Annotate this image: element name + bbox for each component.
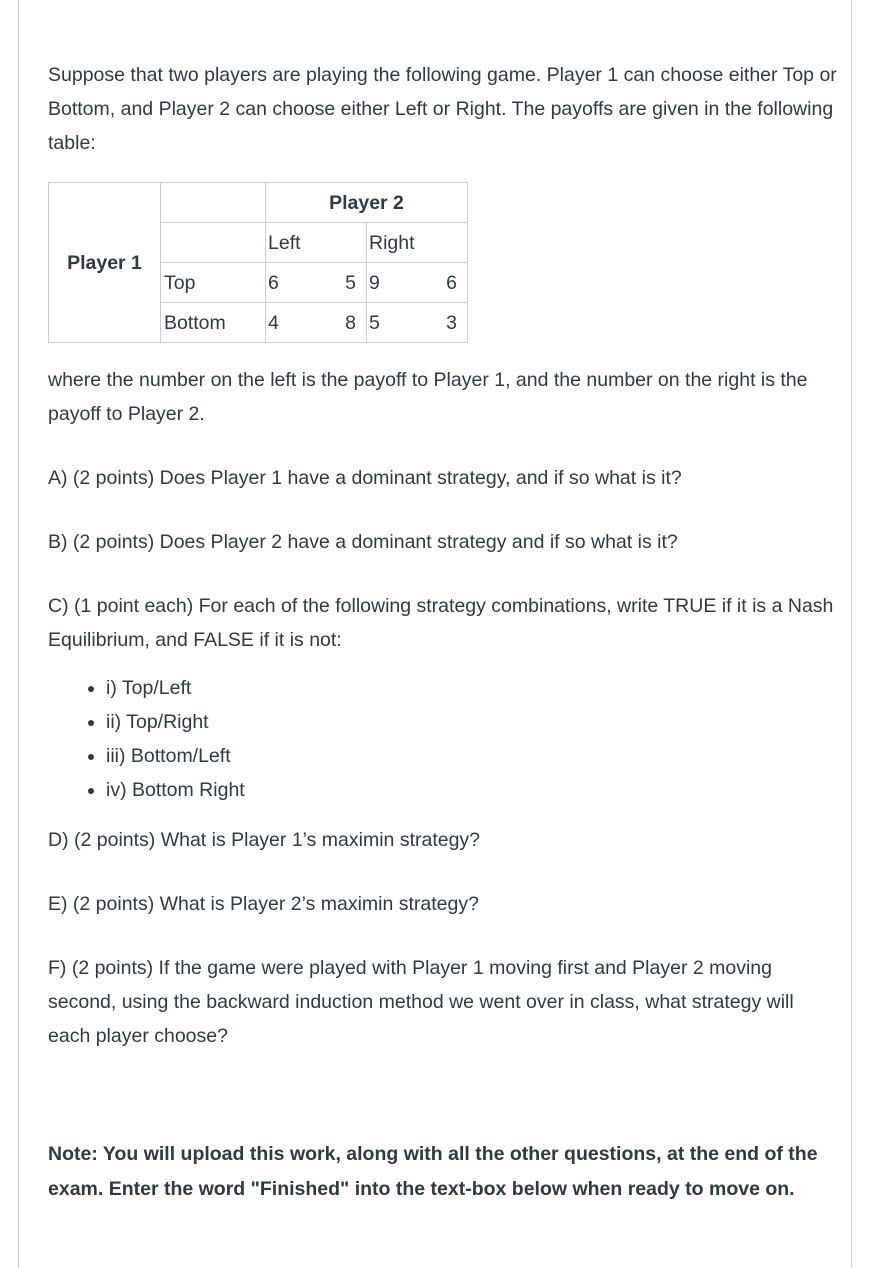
payoff-p1: 9 — [369, 271, 380, 294]
payoff-p2: 8 — [345, 311, 356, 334]
payoff-top-right — [367, 263, 468, 303]
list-item: • iv) Bottom Right — [106, 773, 838, 807]
payoff-bottom-right — [367, 303, 468, 343]
question-a: A) (2 points) Does Player 1 have a dominant strategy, and if so what is it? — [48, 467, 682, 489]
list-item: • ii) Top/Right — [106, 705, 838, 739]
empty-cell — [161, 223, 266, 263]
intro-text: Suppose that two players are playing the following game. Player 1 can choose either Top or Bottom, and Player 2 can choose either Left or Right. The payoffs are given in the following table: — [48, 64, 837, 154]
column-header-left: Left — [266, 223, 367, 263]
row-label-top: Top — [161, 263, 266, 303]
row-label-bottom: Bottom — [161, 303, 266, 343]
question-f: F) (2 points) If the game were played with Player 1 moving first and Player 2 moving second, using the backward induction method we went over in class, what strategy will each player choose? — [48, 957, 794, 1047]
note-text: Note: You will upload this work, along with all the other questions, at the end of the exam. Enter the word "Finished" into the text-box below when ready to move on. — [48, 1143, 818, 1200]
empty-corner — [161, 183, 266, 223]
payoff-p1: 4 — [268, 311, 279, 334]
payoff-bottom-left — [266, 303, 367, 343]
question-c: C) (1 point each) For each of the following strategy combinations, write TRUE if it is a Nash Equilibrium, and FALSE if it is not: — [48, 595, 834, 651]
question-b: B) (2 points) Does Player 2 have a dominant strategy and if so what is it? — [48, 531, 678, 553]
player1-label: Player 1 — [49, 183, 161, 343]
list-item: • i) Top/Left — [106, 671, 838, 705]
payoff-table — [48, 182, 468, 343]
explanation-text: where the number on the left is the payoff to Player 1, and the number on the right is the payoff to Player 2. — [48, 369, 808, 425]
list-item: • iii) Bottom/Left — [106, 739, 838, 773]
payoff-p2: 6 — [446, 271, 457, 294]
payoff-p2: 5 — [345, 271, 356, 294]
nash-options-list — [48, 671, 838, 807]
payoff-p1: 6 — [268, 271, 279, 294]
question-e: E) (2 points) What is Player 2’s maximin strategy? — [48, 893, 479, 915]
question-content — [48, 58, 838, 1207]
payoff-p1: 5 — [369, 311, 380, 334]
payoff-top-left — [266, 263, 367, 303]
player2-label: Player 2 — [266, 183, 468, 223]
column-header-right: Right — [367, 223, 468, 263]
question-d: D) (2 points) What is Player 1’s maximin strategy? — [48, 829, 481, 851]
payoff-p2: 3 — [446, 311, 457, 334]
